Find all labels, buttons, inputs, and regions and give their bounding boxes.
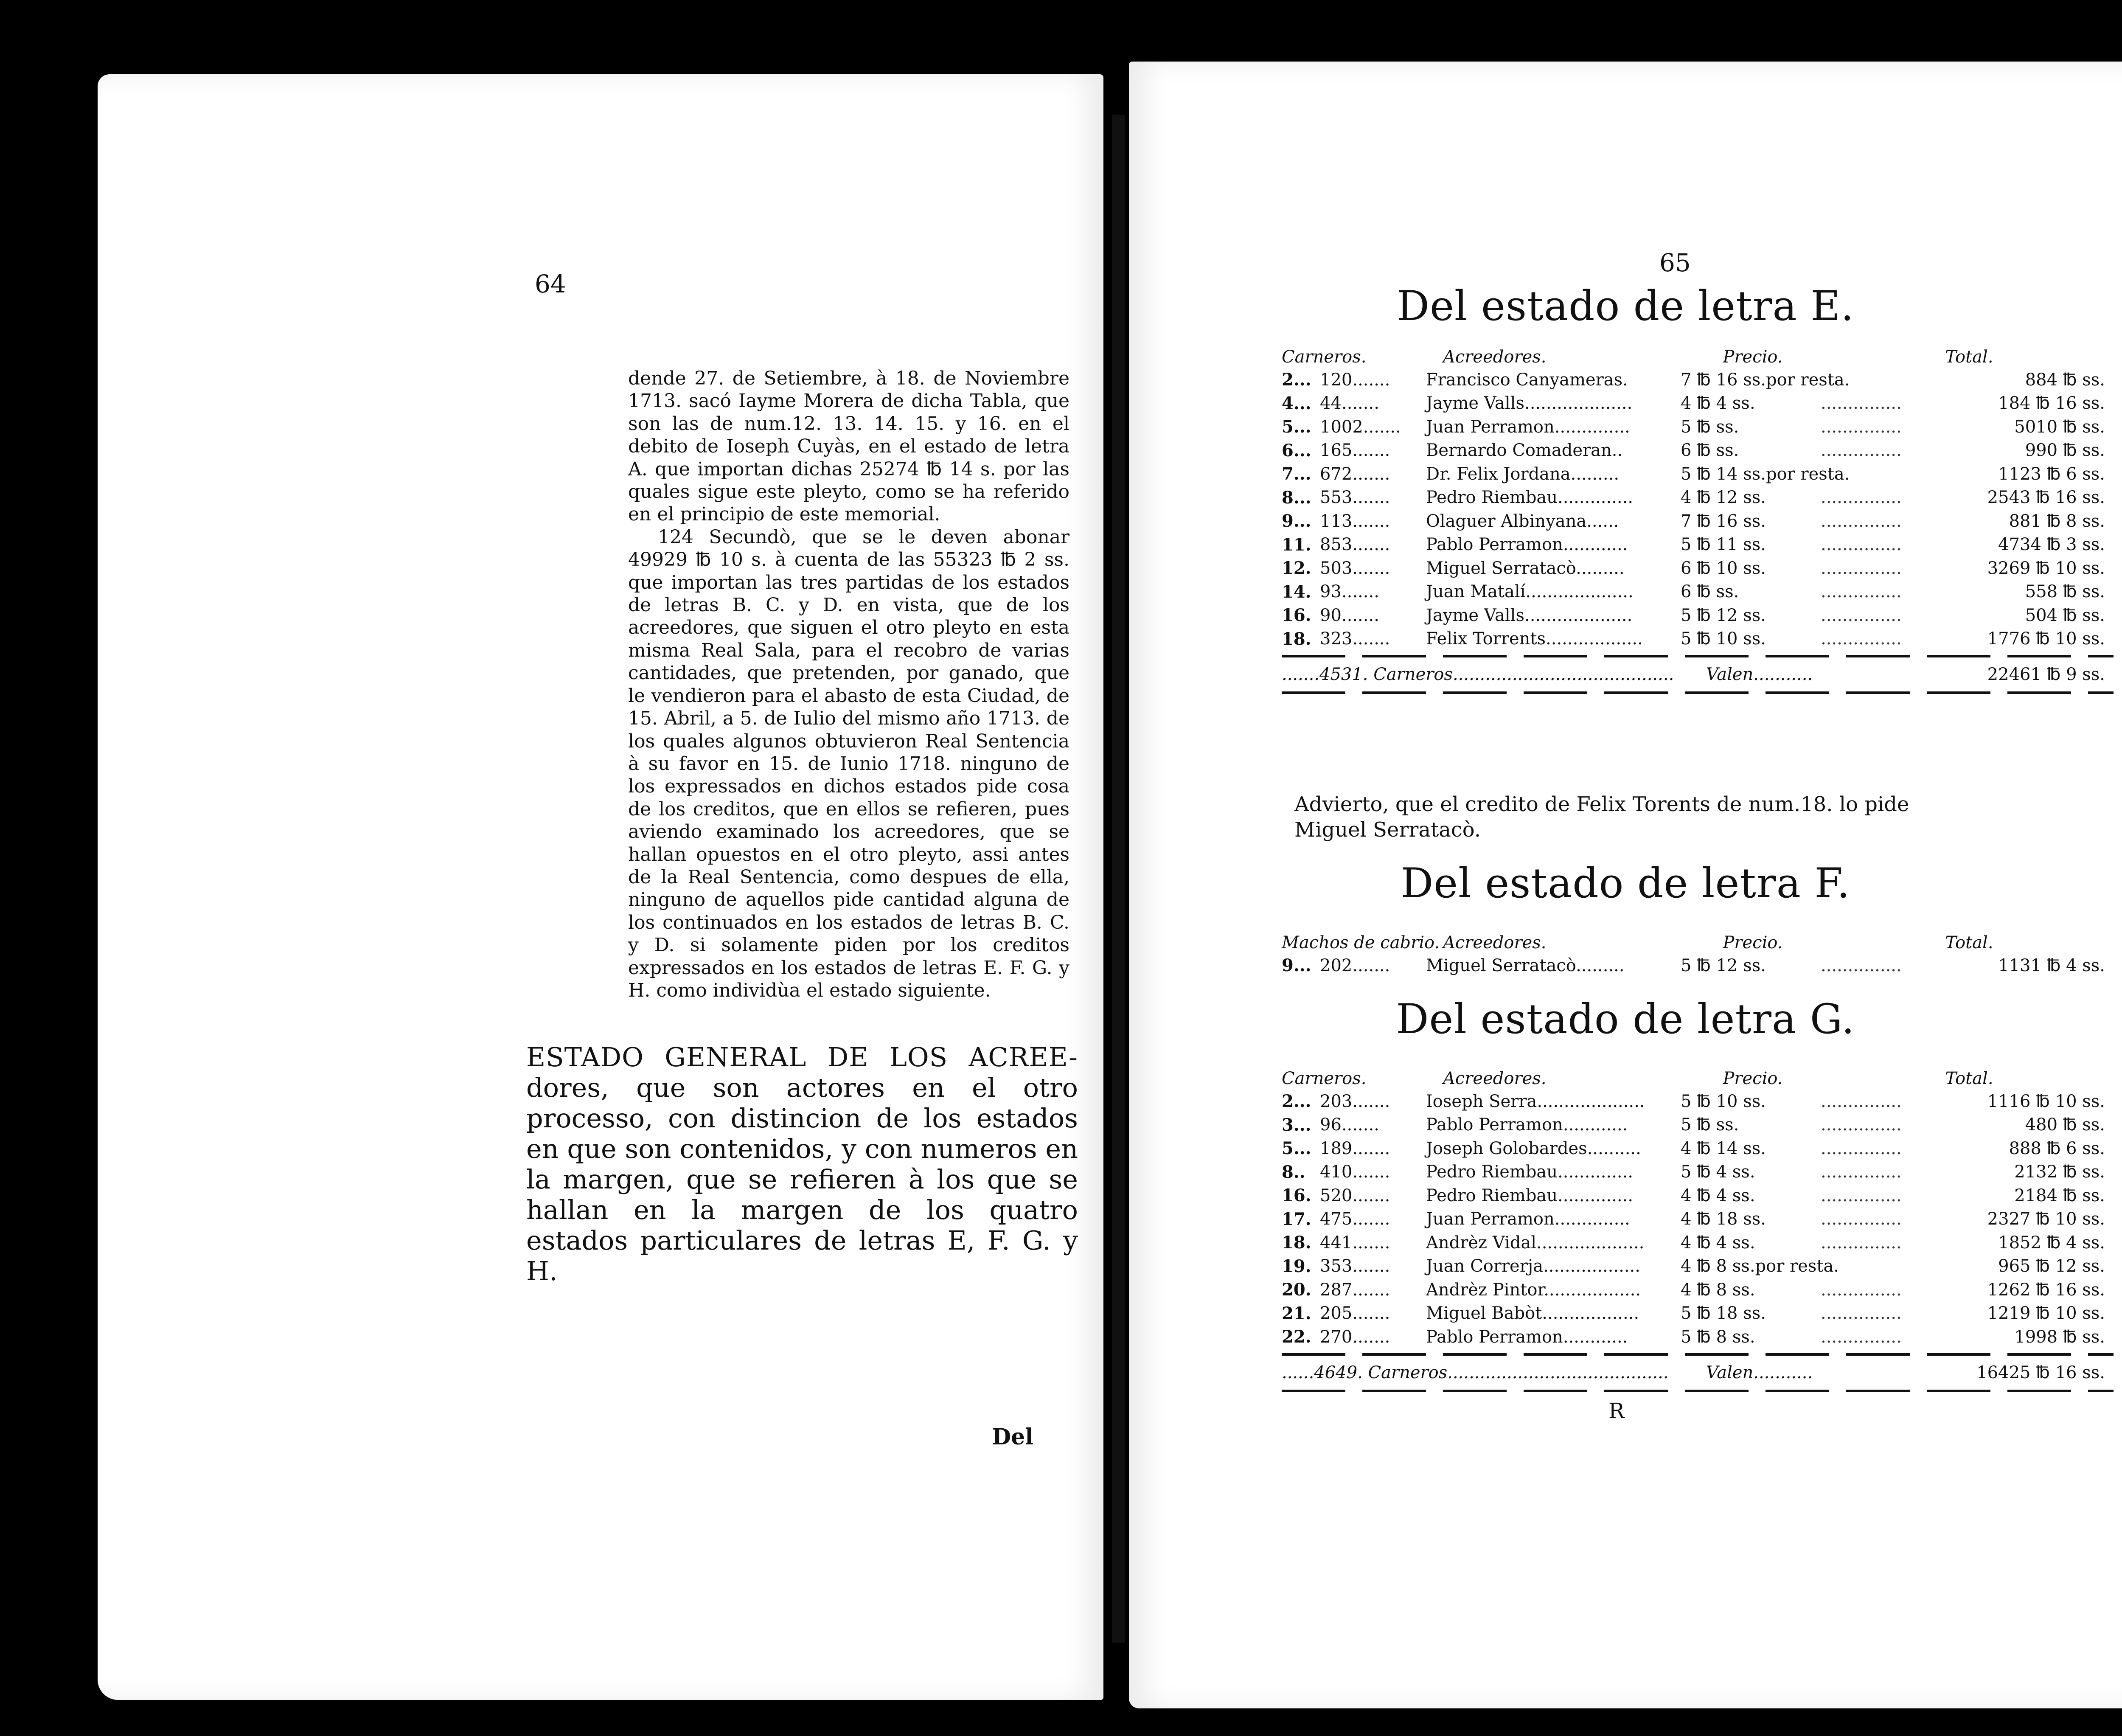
row-number: 4... xyxy=(1282,393,1311,413)
row-number: 2... xyxy=(1282,1091,1311,1112)
table-row xyxy=(1282,486,2114,510)
row-leader: ............... xyxy=(1821,1233,1902,1253)
row-total: 1219 ℔ 10 ss. xyxy=(1987,1303,2105,1323)
row-quantity: 96....... xyxy=(1320,1115,1379,1135)
row-total: 480 ℔ ss. xyxy=(2025,1115,2105,1135)
row-price: 4 ℔ 4 ss. xyxy=(1681,1233,1755,1253)
row-number: 2... xyxy=(1282,370,1311,390)
row-total: 1123 ℔ 6 ss. xyxy=(1998,464,2105,484)
row-leader: ............... xyxy=(1821,1091,1902,1111)
table-row xyxy=(1282,1208,2114,1231)
row-quantity: 353....... xyxy=(1320,1256,1390,1276)
table-row xyxy=(1282,954,2114,978)
row-leader: ............... xyxy=(1821,1209,1902,1229)
row-number: 8... xyxy=(1282,487,1311,508)
row-number: 9... xyxy=(1282,955,1311,976)
row-quantity: 113....... xyxy=(1320,511,1390,531)
row-leader: ............... xyxy=(1821,441,1902,461)
row-total: 2132 ℔ ss. xyxy=(2014,1162,2105,1182)
header-total: Total. xyxy=(1945,1069,1993,1088)
row-number: 16. xyxy=(1282,605,1311,626)
row-total: 1116 ℔ 10 ss. xyxy=(1987,1091,2105,1111)
ledger-g-headers xyxy=(1282,1067,2114,1090)
ledger-g-rule xyxy=(1282,1353,2114,1356)
row-quantity: 90....... xyxy=(1320,605,1379,625)
row-quantity: 553....... xyxy=(1320,488,1390,508)
row-number: 11. xyxy=(1282,534,1311,555)
table-row xyxy=(1282,509,2114,533)
table-row xyxy=(1282,1113,2114,1137)
row-total: 5010 ℔ ss. xyxy=(2014,417,2105,437)
row-number: 14. xyxy=(1282,581,1311,602)
ledger-e xyxy=(1282,346,2114,698)
row-price: 4 ℔ 8 ss. xyxy=(1681,1280,1755,1300)
row-price: 5 ℔ 12 ss. xyxy=(1681,955,1766,975)
row-creditor: Pedro Riembau.............. xyxy=(1426,1162,1634,1182)
row-number: 6... xyxy=(1282,440,1311,461)
table-row xyxy=(1282,1231,2114,1255)
estado-general-first-line: ESTADO GENERAL DE LOS ACREE- xyxy=(526,1042,1078,1073)
summary-e-label: .......4531. Carneros......................................... xyxy=(1282,665,1674,684)
row-price: 4 ℔ 8 ss.por resta. xyxy=(1681,1256,1839,1276)
header-creditors: Acreedores. xyxy=(1443,1069,1547,1088)
row-creditor: Andrèz Vidal.................... xyxy=(1426,1233,1645,1253)
table-row xyxy=(1282,1325,2114,1349)
row-creditor: Juan Perramon.............. xyxy=(1426,1209,1630,1229)
table-row xyxy=(1282,439,2114,463)
table-row xyxy=(1282,415,2114,439)
row-leader: ............... xyxy=(1821,1327,1902,1347)
row-quantity: 323....... xyxy=(1320,629,1390,649)
row-quantity: 120....... xyxy=(1320,370,1390,390)
row-total: 2184 ℔ ss. xyxy=(2014,1185,2105,1205)
row-quantity: 287....... xyxy=(1320,1280,1390,1300)
note-advierto: Advierto, que el credito de Felix Torents de num.18. lo pide Miguel Serratacò. xyxy=(1294,792,1909,842)
row-price: 4 ℔ 4 ss. xyxy=(1681,1185,1755,1205)
row-quantity: 202....... xyxy=(1320,955,1390,975)
table-row xyxy=(1282,1302,2114,1326)
row-leader: ............... xyxy=(1821,1303,1902,1323)
body-text xyxy=(628,367,1069,1002)
row-creditor: Juan Matalí.................... xyxy=(1426,582,1634,602)
table-row xyxy=(1282,627,2114,651)
row-creditor: Olaguer Albinyana...... xyxy=(1426,511,1619,531)
row-quantity: 410....... xyxy=(1320,1162,1390,1182)
row-number: 19. xyxy=(1282,1256,1311,1276)
row-leader: ............... xyxy=(1821,605,1902,625)
row-total: 2327 ℔ 10 ss. xyxy=(1987,1209,2105,1229)
row-creditor: Francisco Canyameras. xyxy=(1426,370,1628,390)
row-price: 5 ℔ 10 ss. xyxy=(1681,629,1766,649)
summary-g-label: ......4649. Carneros......................................... xyxy=(1282,1362,1669,1382)
ledger-e-rows xyxy=(1282,368,2114,651)
signature-mark: R xyxy=(1608,1399,1625,1423)
row-number: 16. xyxy=(1282,1185,1311,1206)
paragraph-124: 124 Secundò, que se le deven abonar 49929 ℔ 10 s. à cuenta de las 55323 ℔ 2 ss. que importan las tres partidas de los estados de letras B. C. y D. en vista, que de los acreedores, que siguen el otro pleyto en esta misma Real Sala, para el recobro de varias cantidades, que pretenden, por ganado, que le vendieron para el abasto de esta Ciudad, de 15. Abril, a 5. de Iulio del mismo año 1713. de los quales algunos obtuvieron Real Sentencia à su favor en 15. de Iunio 1718. ninguno de los expressados en dichos estados pide cosa de los creditos, que en ellos se refieren, pues aviendo examinado los acreedores, que se hallan opuestos en el otro pleyto, assi antes de la Real Sentencia, como despues de ella, ninguno de aquellos pide cantidad alguna de los continuados en los estados de letras B. C. y D. si solamente piden por los creditos expressados en los estados de letras E. F. G. y H. como individùa el estado siguiente. xyxy=(628,526,1069,1001)
row-number: 12. xyxy=(1282,558,1311,579)
section-g-title: Del estado de letra G. xyxy=(1396,995,1855,1043)
row-leader: ............... xyxy=(1821,1162,1902,1182)
row-quantity: 205....... xyxy=(1320,1303,1390,1323)
paragraph-continuation: dende 27. de Setiembre, à 18. de Noviembre 1713. sacó Iayme Morera de dicha Tabla, que son las de num.12. 13. 14. 15. y 16. en el debito de Ioseph Cuyàs, en el estado de letra A. que importan dichas 25274 ℔ 14 s. por las quales sigue este pleyto, como se ha referido en el principio de este memorial. xyxy=(628,368,1069,525)
row-creditor: Juan Perramon.............. xyxy=(1426,417,1630,437)
row-quantity: 475....... xyxy=(1320,1209,1390,1229)
header-price: Precio. xyxy=(1723,933,1783,952)
row-total: 1998 ℔ ss. xyxy=(2014,1327,2105,1347)
page-number-left: 64 xyxy=(535,270,566,298)
row-total: 504 ℔ ss. xyxy=(2025,605,2105,625)
row-quantity: 503....... xyxy=(1320,558,1390,578)
row-number: 18. xyxy=(1282,1233,1311,1253)
row-leader: ............... xyxy=(1821,535,1902,555)
ledger-e-rule xyxy=(1282,655,2114,657)
header-price: Precio. xyxy=(1723,347,1783,367)
row-price: 4 ℔ 14 ss. xyxy=(1681,1138,1766,1158)
table-row xyxy=(1282,1255,2114,1278)
row-leader: ............... xyxy=(1821,1115,1902,1135)
ledger-g-rule-bottom xyxy=(1282,1390,2114,1392)
row-quantity: 189....... xyxy=(1320,1138,1390,1158)
row-total: 4734 ℔ 3 ss. xyxy=(1998,535,2105,555)
ledger-e-rule-bottom xyxy=(1282,691,2114,694)
table-row xyxy=(1282,533,2114,557)
row-creditor: Jayme Valls.................... xyxy=(1426,605,1633,625)
header-qty: Machos de cabrio. xyxy=(1282,933,1440,952)
row-total: 1776 ℔ 10 ss. xyxy=(1987,629,2105,649)
row-leader: ............... xyxy=(1821,629,1902,649)
row-total: 1852 ℔ 4 ss. xyxy=(1998,1233,2105,1253)
row-leader: ............... xyxy=(1821,488,1902,508)
row-price: 4 ℔ 12 ss. xyxy=(1681,488,1766,508)
ledger-g-summary xyxy=(1282,1360,2114,1385)
row-total: 1131 ℔ 4 ss. xyxy=(1998,955,2105,975)
row-leader: ............... xyxy=(1821,393,1902,413)
row-creditor: Miguel Serratacò......... xyxy=(1426,955,1625,975)
row-creditor: Miguel Babòt.................. xyxy=(1426,1303,1639,1323)
row-price: 5 ℔ ss. xyxy=(1681,1115,1739,1135)
row-total: 888 ℔ 6 ss. xyxy=(2009,1138,2105,1158)
table-row xyxy=(1282,1090,2114,1113)
table-row xyxy=(1282,1278,2114,1302)
row-quantity: 441....... xyxy=(1320,1233,1390,1253)
row-price: 5 ℔ 4 ss. xyxy=(1681,1162,1755,1182)
row-leader: ............... xyxy=(1821,417,1902,437)
catchword: Del xyxy=(992,1424,1033,1450)
summary-e-valen: Valen........... xyxy=(1706,665,1813,684)
left-page xyxy=(98,74,1103,1700)
row-number: 20. xyxy=(1282,1280,1311,1300)
ledger-g-rows xyxy=(1282,1090,2114,1349)
row-price: 5 ℔ 12 ss. xyxy=(1681,605,1766,625)
row-price: 4 ℔ 4 ss. xyxy=(1681,393,1755,413)
row-creditor: Pedro Riembau.............. xyxy=(1426,488,1634,508)
row-leader: ............... xyxy=(1821,1138,1902,1158)
table-row xyxy=(1282,392,2114,416)
row-price: 7 ℔ 16 ss.por resta. xyxy=(1681,370,1850,390)
row-price: 5 ℔ 18 ss. xyxy=(1681,1303,1766,1323)
row-number: 17. xyxy=(1282,1209,1311,1229)
table-row xyxy=(1282,1160,2114,1184)
header-qty: Carneros. xyxy=(1282,347,1367,367)
row-quantity: 520....... xyxy=(1320,1185,1390,1205)
row-price: 4 ℔ 18 ss. xyxy=(1681,1209,1766,1229)
table-row xyxy=(1282,556,2114,580)
table-row xyxy=(1282,368,2114,392)
row-price: 6 ℔ 10 ss. xyxy=(1681,558,1766,578)
section-f-title: Del estado de letra F. xyxy=(1401,860,1850,907)
row-total: 965 ℔ 12 ss. xyxy=(1998,1256,2105,1276)
row-quantity: 165....... xyxy=(1320,441,1390,461)
row-price: 5 ℔ 8 ss. xyxy=(1681,1327,1755,1347)
row-total: 3269 ℔ 10 ss. xyxy=(1987,558,2105,578)
row-price: 5 ℔ 11 ss. xyxy=(1681,535,1766,555)
row-total: 1262 ℔ 16 ss. xyxy=(1987,1280,2105,1300)
row-total: 881 ℔ 8 ss. xyxy=(2009,511,2105,531)
row-creditor: Bernardo Comaderan.. xyxy=(1426,441,1623,461)
summary-g-valen: Valen........... xyxy=(1706,1362,1813,1382)
header-qty: Carneros. xyxy=(1282,1069,1367,1088)
row-creditor: Andrèz Pintor.................. xyxy=(1426,1280,1641,1300)
estado-general-heading xyxy=(526,1042,1078,1287)
row-leader: ............... xyxy=(1821,582,1902,602)
row-number: 18. xyxy=(1282,629,1311,649)
row-quantity: 93....... xyxy=(1320,582,1379,602)
row-leader: ............... xyxy=(1821,1280,1902,1300)
header-price: Precio. xyxy=(1723,1069,1783,1088)
row-number: 7... xyxy=(1282,464,1311,484)
row-leader: ............... xyxy=(1821,558,1902,578)
ledger-e-headers xyxy=(1282,346,2114,368)
row-price: 7 ℔ 16 ss. xyxy=(1681,511,1766,531)
header-creditors: Acreedores. xyxy=(1443,933,1547,952)
row-number: 22. xyxy=(1282,1327,1311,1347)
row-number: 21. xyxy=(1282,1303,1311,1323)
row-creditor: Felix Torrents.................. xyxy=(1426,629,1643,649)
row-leader: ............... xyxy=(1821,511,1902,531)
row-creditor: Pedro Riembau.............. xyxy=(1426,1185,1634,1205)
row-total: 184 ℔ 16 ss. xyxy=(1998,393,2105,413)
table-row xyxy=(1282,1184,2114,1208)
section-e-title: Del estado de letra E. xyxy=(1397,282,1854,330)
summary-g-total: 16425 ℔ 16 ss. xyxy=(1976,1362,2105,1382)
row-creditor: Pablo Perramon............ xyxy=(1426,1115,1628,1135)
summary-e-total: 22461 ℔ 9 ss. xyxy=(1987,665,2105,684)
header-total: Total. xyxy=(1945,933,1993,952)
table-row xyxy=(1282,1137,2114,1160)
header-total: Total. xyxy=(1945,347,1993,367)
row-price: 6 ℔ ss. xyxy=(1681,441,1739,461)
row-price: 6 ℔ ss. xyxy=(1681,582,1739,602)
row-quantity: 44....... xyxy=(1320,393,1379,413)
row-quantity: 270....... xyxy=(1320,1327,1390,1347)
row-number: 9... xyxy=(1282,511,1311,531)
row-creditor: Joseph Golobardes.......... xyxy=(1426,1138,1641,1158)
header-creditors: Acreedores. xyxy=(1443,347,1547,367)
row-quantity: 1002....... xyxy=(1320,417,1401,437)
row-total: 2543 ℔ 16 ss. xyxy=(1987,488,2105,508)
row-creditor: Pablo Perramon............ xyxy=(1426,1327,1628,1347)
table-row xyxy=(1282,580,2114,604)
row-number: 5... xyxy=(1282,417,1311,437)
row-number: 3... xyxy=(1282,1115,1311,1135)
row-creditor: Pablo Perramon............ xyxy=(1426,535,1628,555)
row-number: 5... xyxy=(1282,1138,1311,1159)
book-gutter xyxy=(1112,115,1125,1643)
row-price: 5 ℔ 10 ss. xyxy=(1681,1091,1766,1111)
row-number: 8.. xyxy=(1282,1162,1305,1182)
row-total: 884 ℔ ss. xyxy=(2025,370,2105,390)
ledger-f-headers xyxy=(1282,932,2114,954)
estado-general-rest: dores, que son actores en el otro processo, con distincion de los estados en que son contenidos, y con numeros en la margen, que se refieren à los que se hallan en la margen de los quatro estados particulares de letras E, F. G. y H. xyxy=(526,1072,1078,1287)
page-number-right: 65 xyxy=(1659,248,1691,277)
ledger-e-summary xyxy=(1282,662,2114,687)
row-creditor: Juan Correrja.................. xyxy=(1426,1256,1640,1276)
row-leader: ............... xyxy=(1821,1185,1902,1205)
row-total: 558 ℔ ss. xyxy=(2025,582,2105,602)
row-quantity: 203....... xyxy=(1320,1091,1390,1111)
row-creditor: Jayme Valls.................... xyxy=(1426,393,1633,413)
row-creditor: Ioseph Serra.................... xyxy=(1426,1091,1645,1111)
right-page xyxy=(1129,62,2122,1708)
ledger-f-rows xyxy=(1282,954,2114,978)
table-row xyxy=(1282,604,2114,627)
row-quantity: 672....... xyxy=(1320,464,1390,484)
ledger-g xyxy=(1282,1067,2114,1396)
row-price: 5 ℔ 14 ss.por resta. xyxy=(1681,464,1850,484)
row-leader: ............... xyxy=(1821,955,1902,975)
ledger-f xyxy=(1282,932,2114,978)
row-creditor: Dr. Felix Jordana......... xyxy=(1426,464,1620,484)
row-total: 990 ℔ ss. xyxy=(2025,441,2105,461)
row-creditor: Miguel Serratacò......... xyxy=(1426,558,1625,578)
table-row xyxy=(1282,462,2114,486)
row-quantity: 853....... xyxy=(1320,535,1390,555)
row-price: 5 ℔ ss. xyxy=(1681,417,1739,437)
